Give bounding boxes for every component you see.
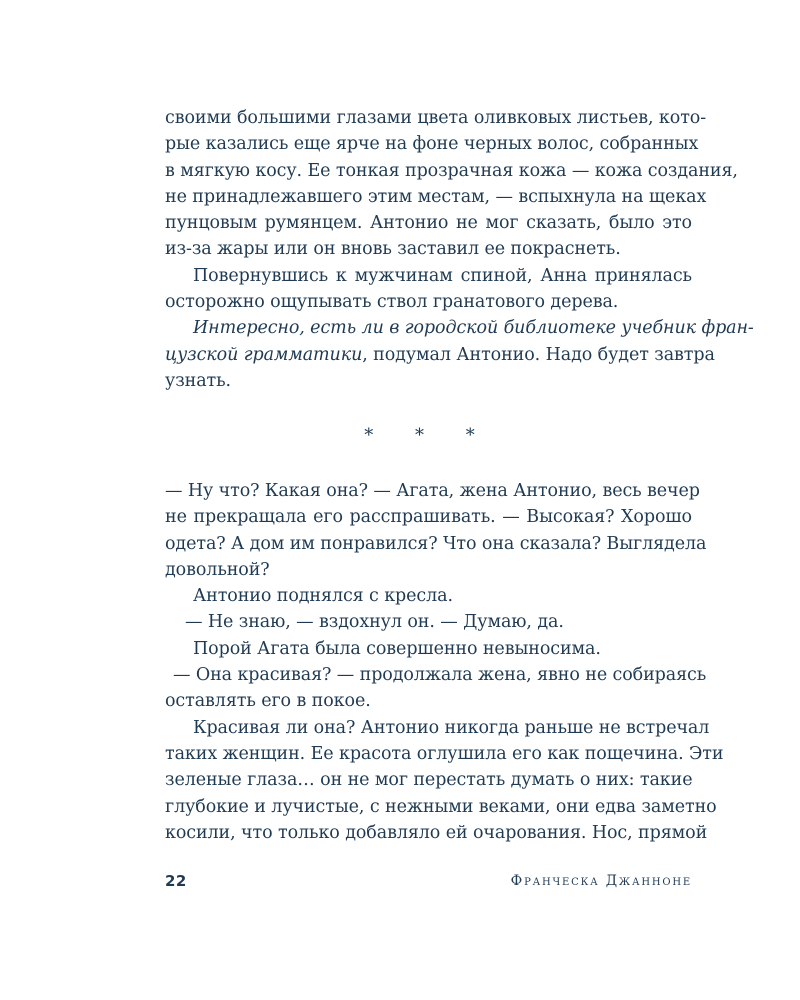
- text-line: не прекращала его расспрашивать. — Высокая? Хорошо: [165, 507, 692, 528]
- section-separator: * * *: [364, 425, 493, 446]
- text-line: — Не знаю, — вздохнул он. — Думаю, да.: [185, 612, 564, 633]
- italic-fragment: цузской грамматики: [165, 344, 363, 365]
- text-line: в мягкую косу. Ее тонкая прозрачная кожа — кожа создания,: [165, 160, 738, 181]
- text-line: из-за жары или он вновь заставил ее покраснеть.: [165, 239, 621, 260]
- text-line: узнать.: [165, 370, 232, 391]
- text-line: оставлять его в покое.: [165, 691, 371, 712]
- text-line: осторожно ощупывать ствол гранатового дерева.: [165, 292, 619, 313]
- text-line: рые казались еще ярче на фоне черных волос, собранных: [165, 134, 699, 155]
- text-line: не принадлежавшего этим местам, — вспыхнула на щеках: [165, 186, 707, 207]
- text-line: таких женщин. Ее красота оглушила его как пощечина. Эти: [165, 743, 724, 764]
- text-line: пунцовым румянцем. Антонио не мог сказать, было это: [165, 213, 692, 234]
- text-line: Повернувшись к мужчинам спиной, Анна принялась: [193, 265, 692, 286]
- page-number: 22: [165, 872, 187, 890]
- page-footer: [165, 872, 692, 896]
- text-block-bottom: [165, 478, 724, 846]
- text-line: зеленые глаза… он не мог перестать думать о них: такие: [165, 770, 693, 791]
- text-line: Антонио поднялся с кресла.: [193, 586, 453, 607]
- text-line: — Она красивая? — продолжала жена, явно не собираясь: [173, 665, 707, 686]
- text-line: глубокие и лучистые, с нежными веками, они едва заметно: [165, 796, 717, 817]
- text-line: — Ну что? Какая она? — Агата, жена Антонио, весь вечер: [165, 481, 700, 501]
- text-line: Красивая ли она? Антонио никогда раньше не встречал: [193, 717, 710, 738]
- text-fragment: , подумал Антонио. Надо будет завтра: [362, 344, 715, 365]
- text-line-italic: Интересно, есть ли в городской библиотеке учебник фран-: [193, 318, 754, 339]
- running-head-author: Франческа Джанноне: [510, 873, 692, 889]
- text-line-mixed: [165, 342, 715, 368]
- text-block-top: [165, 105, 754, 394]
- text-line: своими большими глазами цвета оливковых листьев, кото-: [165, 108, 707, 128]
- text-line: косили, что только добавляло ей очарования. Нос, прямой: [165, 822, 708, 843]
- text-line: Порой Агата была совершенно невыносима.: [193, 638, 601, 659]
- text-line: одета? А дом им понравился? Что она сказала? Выглядела: [165, 533, 707, 554]
- text-line: довольной?: [165, 559, 270, 580]
